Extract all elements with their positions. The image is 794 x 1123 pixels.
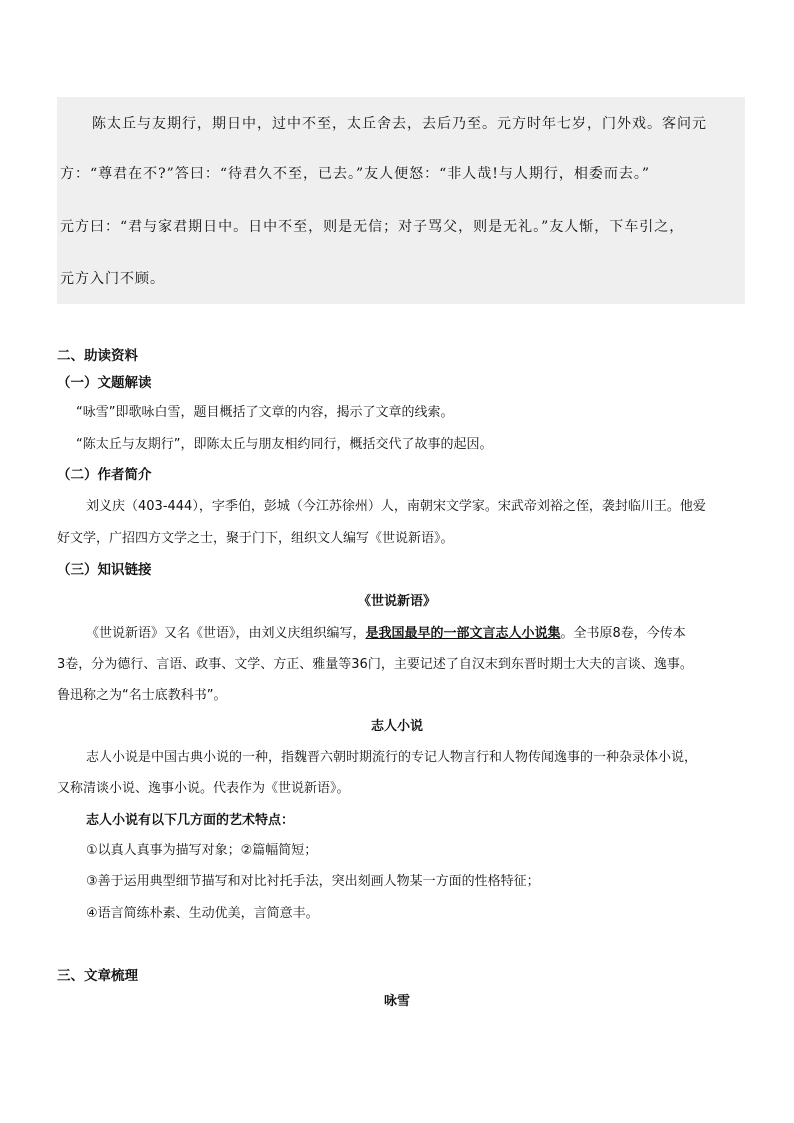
subsection-heading: （二）作者简介 xyxy=(57,467,152,483)
emphasis-text: 是我国最早的一部文言志人小说集 xyxy=(365,626,561,641)
paragraph: 又称清谈小说、逸事小说。代表作为《世说新语》。 xyxy=(57,781,350,796)
section-heading: 三、文章梳理 xyxy=(57,968,138,984)
paragraph: 刘义庆（403-444），字季伯，彭城（今江苏徐州）人，南朝宋文学家。宋武帝刘裕之侄，袭封临川王。他爱 xyxy=(86,499,706,514)
subtitle: 志人小说 xyxy=(370,719,423,734)
paragraph: 鲁迅称之为“名士底教科书”。 xyxy=(57,688,227,703)
paragraph: “陈太丘与友期行”，即陈太丘与朋友相约同行，概括交代了故事的起因。 xyxy=(76,437,493,452)
features-heading: 志人小说有以下几方面的艺术特点： xyxy=(86,813,295,828)
list-item: ①以真人真事为描写对象；②篇幅简短； xyxy=(86,843,318,858)
passage-line: 陈太丘与友期行，期日中，过中不至，太丘舍去，去后乃至。元方时年七岁，门外戏。客问元 xyxy=(92,116,707,132)
text-run: 。全书原8卷，今传本 xyxy=(560,626,686,641)
subsection-heading: （三）知识链接 xyxy=(57,562,152,578)
text-run: 《世说新语》又名《世语》，由刘义庆组织编写， xyxy=(86,626,366,641)
list-item: ④语言简练朴素、生动优美，言简意丰。 xyxy=(86,906,319,921)
paragraph: 3卷，分为德行、言语、政事、文学、方正、雅量等36门，主要记述了自汉末到东晋时期士大夫的言谈、逸事。 xyxy=(57,657,693,672)
paragraph: 志人小说是中国古典小说的一种，指魏晋六朝时期流行的专记人物言行和人物传闻逸事的一种杂录体小说， xyxy=(86,750,698,765)
paragraph: 好文学，广招四方文学之士，聚于门下，组织文人编写《世说新语》。 xyxy=(57,531,454,546)
list-item: ③善于运用典型细节描写和对比衬托手法，突出刻画人物某一方面的性格特征； xyxy=(86,874,540,889)
passage-line: 元方入门不顾。 xyxy=(60,271,165,287)
paragraph: “咏雪”即歌咏白雪，题目概括了文章的内容，揭示了文章的线索。 xyxy=(76,405,454,420)
subsection-heading: （一）文题解读 xyxy=(57,375,152,391)
subtitle: 咏雪 xyxy=(383,994,410,1009)
passage-line: 元方曰：“君与家君期日中。日中不至，则是无信；对子骂父，则是无礼。”友人惭，下车引之， xyxy=(60,219,685,235)
subtitle: 《世说新语》 xyxy=(357,594,436,609)
passage-line: 方：“尊君在不?”答曰：“待君久不至，已去。”友人便怒：“非人哉!与人期行，相委而去。” xyxy=(60,166,651,182)
section-heading: 二、助读资料 xyxy=(57,348,138,364)
paragraph xyxy=(86,626,686,642)
